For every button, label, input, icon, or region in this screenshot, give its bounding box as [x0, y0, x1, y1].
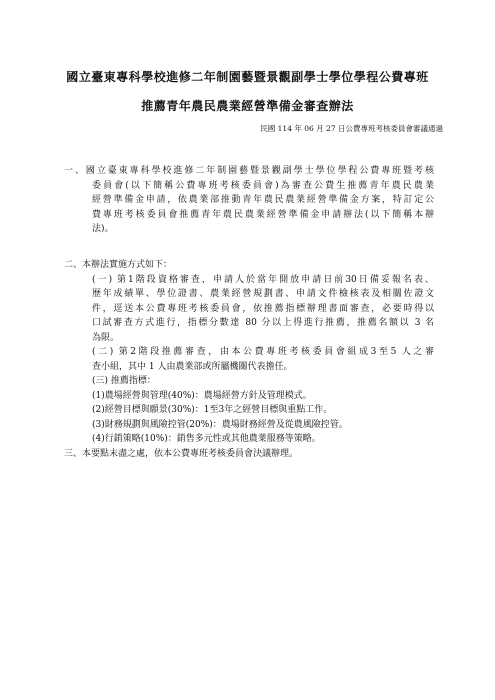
- indicator-item: (4)行銷策略(10%)：銷售多元性或其他農業服務等策略。: [92, 434, 321, 444]
- section-3-text: 三、本要點未盡之處，依本公費專班考核委員會決議辦理。: [64, 449, 299, 459]
- stage-1-line: 件，逕送本公費專班考核委員會，依推薦指標辦理書面審查，必要時得以: [92, 303, 434, 314]
- document-title-line-1: 國立臺東專科學校進修二年制園藝暨景觀副學士學位學程公費專班: [66, 70, 429, 84]
- section-1-line: 經營準備金申請，依農業部推動青年農民農業經營準備金方案，特訂定公: [92, 195, 434, 205]
- section-1-line: 一、國立臺東專科學校進修二年制園藝暨景觀副學士學位學程公費專班暨考核: [64, 166, 434, 176]
- stage-2-line: (二) 第2階段推薦審查，由本公費專班考核委員會組成3至5 人之審: [92, 347, 434, 357]
- indicators-heading: (三) 推薦指標：: [92, 376, 156, 386]
- section-1-line: 費專班考核委員會推薦青年農民農業經營準備金申請辦法(以下簡稱本辦: [92, 209, 434, 220]
- stage-1-line: 為限。: [92, 332, 120, 343]
- section-1: [64, 164, 434, 237]
- stage-1-line: 歷年成績單、學位證書、農業經營規劃書、申請文件檢核表及相關佐證文: [92, 289, 434, 299]
- stage-1-line: (一) 第1階段資格審查，申請人於當年開放申請日前30日備妥報名表、: [92, 274, 434, 285]
- stage-2-line: 查小組，其中 1 人由農業部或所屬機關代表擔任。: [92, 361, 293, 372]
- section-2: [64, 258, 434, 447]
- section-3: [64, 447, 434, 462]
- stage-1-line: 口試審查方式進行，指標分數達 80 分以上得進行推薦，推薦名額以 3 名: [92, 318, 434, 328]
- indicator-item: (3)財務規劃與風險控管(20%)：農場財務經營及從農風險控管。: [92, 419, 348, 430]
- document-title-line-2: 推薦青年農民農業經營準備金審查辦法: [141, 99, 354, 113]
- indicator-item: (1)農場經營與管理(40%)：農場經營方針及管理模式。: [92, 390, 312, 401]
- section-1-line: 法)。: [92, 224, 114, 234]
- section-2-heading: 二、本辦法實施方式如下：: [64, 260, 173, 270]
- section-1-line: 委員會(以下簡稱公費專班考核委員會)為審查公費生推薦青年農民農業: [92, 180, 434, 191]
- approval-dateline: 民國 114 年 06 月 27 日公費專班考核委員會審議通過: [260, 124, 443, 133]
- indicator-item: (2)經營目標與願景(30%)：1至3年之經營目標與重點工作。: [92, 405, 333, 415]
